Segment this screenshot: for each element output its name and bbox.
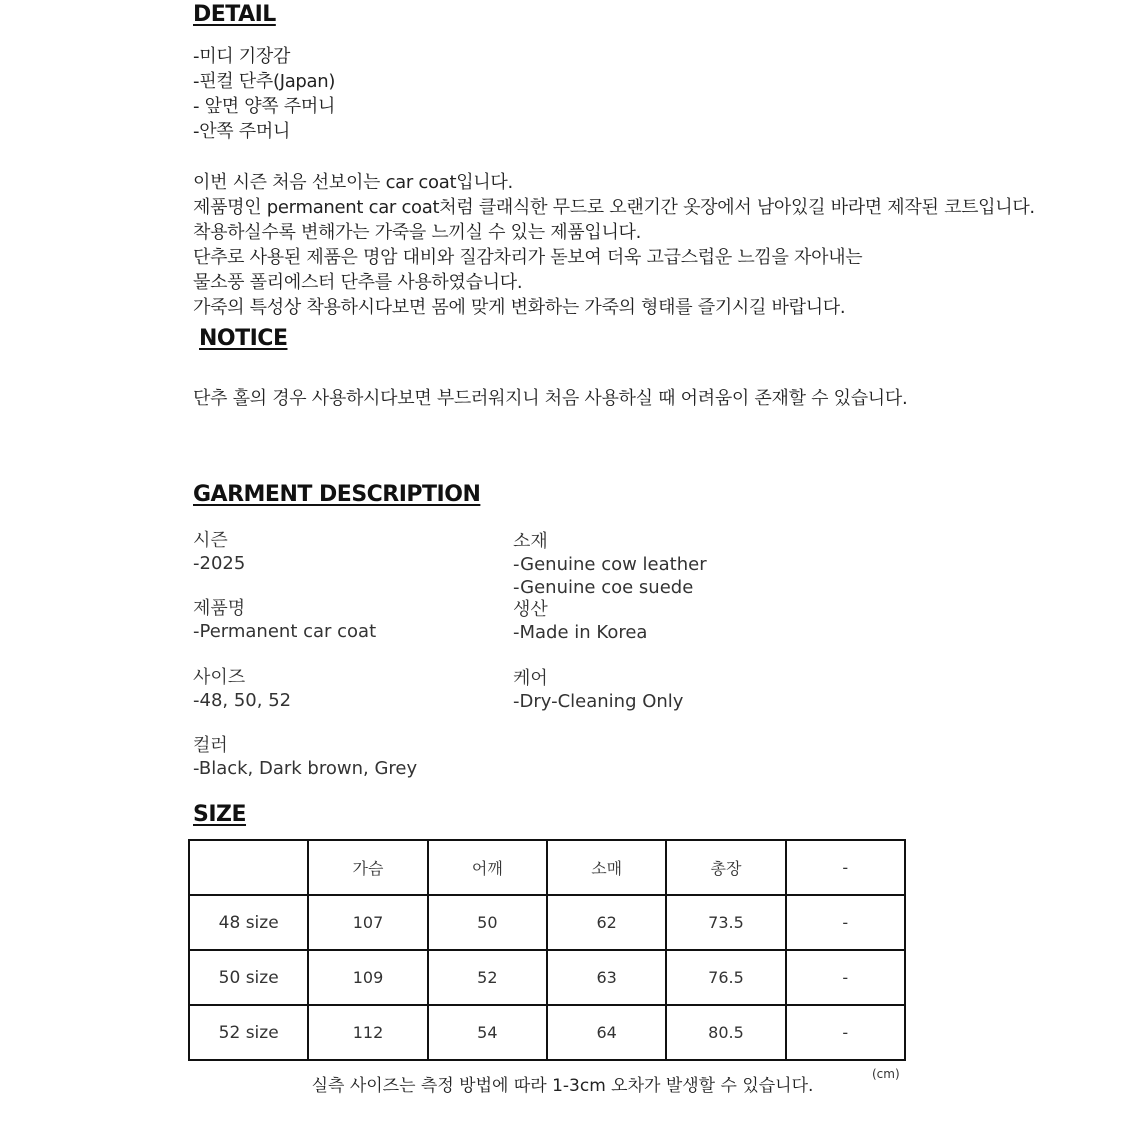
detail-heading: DETAIL	[193, 2, 276, 27]
feature-item: - 앞면 양쪽 주머니	[193, 96, 336, 117]
care-label: 케어	[513, 668, 548, 689]
season-value: -2025	[193, 553, 246, 574]
description-line: 물소풍 폴리에스터 단추를 사용하였습니다.	[193, 272, 523, 293]
table-row	[189, 950, 905, 1005]
table-header-cell: 어깨	[428, 840, 547, 895]
table-cell: -	[786, 895, 905, 950]
table-cell: -	[786, 1005, 905, 1060]
production-value: -Made in Korea	[513, 622, 648, 643]
table-header-cell: 소매	[547, 840, 666, 895]
table-header-cell	[189, 840, 308, 895]
table-cell: 76.5	[666, 950, 785, 1005]
feature-item: -안쪽 주머니	[193, 121, 291, 142]
table-cell: 62	[547, 895, 666, 950]
notice-text	[193, 386, 907, 411]
feature-item: -핀컬 단추(Japan)	[193, 71, 336, 92]
description-line: 이번 시즌 처음 선보이는 car coat입니다.	[193, 172, 513, 193]
detail-features-list	[193, 44, 335, 144]
table-cell: 109	[308, 950, 427, 1005]
product-name-label: 제품명	[193, 598, 246, 619]
table-cell: 52 size	[189, 1005, 308, 1060]
production-label: 생산	[513, 599, 548, 620]
material-value: -Genuine coe suede	[513, 577, 694, 598]
measurement-footnote: 실측 사이즈는 측정 방법에 따라 1-3cm 오차가 발생할 수 있습니다.	[311, 1076, 814, 1096]
table-cell: 48 size	[189, 895, 308, 950]
size-table	[188, 839, 906, 1061]
color-value: -Black, Dark brown, Grey	[193, 758, 418, 779]
product-name-field	[193, 597, 376, 643]
table-cell: 50	[428, 895, 547, 950]
material-field	[513, 530, 707, 599]
unit-label: (cm)	[872, 1067, 900, 1081]
material-value: -Genuine cow leather	[513, 554, 707, 575]
description-line: 착용하실수록 변해가는 가죽을 느끼실 수 있는 제품입니다.	[193, 222, 642, 243]
table-cell: 63	[547, 950, 666, 1005]
table-cell: 54	[428, 1005, 547, 1060]
production-field	[513, 598, 647, 644]
table-cell: 64	[547, 1005, 666, 1060]
table-header-row	[189, 840, 905, 895]
description-line: 단추로 사용된 제품은 명암 대비와 질감차리가 돋보여 더욱 고급스럽운 느낌을 자아내는	[193, 247, 863, 268]
season-label: 시즌	[193, 530, 228, 551]
notice-line: 단추 홀의 경우 사용하시다보면 부드러워지니 처음 사용하실 때 어려움이 존재할 수 있습니다.	[193, 388, 908, 409]
season-field	[193, 529, 245, 575]
detail-description	[193, 170, 1035, 320]
table-cell: 112	[308, 1005, 427, 1060]
table-cell: -	[786, 950, 905, 1005]
size-heading: SIZE	[193, 802, 247, 827]
table-cell: 52	[428, 950, 547, 1005]
table-cell: 80.5	[666, 1005, 785, 1060]
product-name-value: -Permanent car coat	[193, 621, 377, 642]
table-cell: 107	[308, 895, 427, 950]
garment-description-heading: GARMENT DESCRIPTION	[193, 482, 481, 507]
table-row	[189, 895, 905, 950]
table-row	[189, 1005, 905, 1060]
description-line: 제품명인 permanent car coat처럼 클래식한 무드로 오랜기간 옷장에서 남아있길 바라면 제작된 코트입니다.	[193, 197, 1035, 218]
care-field	[513, 667, 683, 713]
sizes-label: 사이즈	[193, 667, 246, 688]
color-label: 컬러	[193, 735, 228, 756]
table-header-cell: 가슴	[308, 840, 427, 895]
sizes-value: -48, 50, 52	[193, 690, 292, 711]
table-cell: 73.5	[666, 895, 785, 950]
table-header-cell: 총장	[666, 840, 785, 895]
table-header-cell: -	[786, 840, 905, 895]
feature-item: -미디 기장감	[193, 46, 291, 67]
description-line: 가죽의 특성상 착용하시다보면 몸에 맞게 변화하는 가죽의 형태를 즐기시길 바랍니다.	[193, 297, 846, 318]
color-field	[193, 734, 417, 780]
care-value: -Dry-Cleaning Only	[513, 691, 684, 712]
notice-heading: NOTICE	[199, 326, 288, 351]
material-label: 소재	[513, 531, 548, 552]
table-cell: 50 size	[189, 950, 308, 1005]
sizes-field	[193, 666, 291, 712]
